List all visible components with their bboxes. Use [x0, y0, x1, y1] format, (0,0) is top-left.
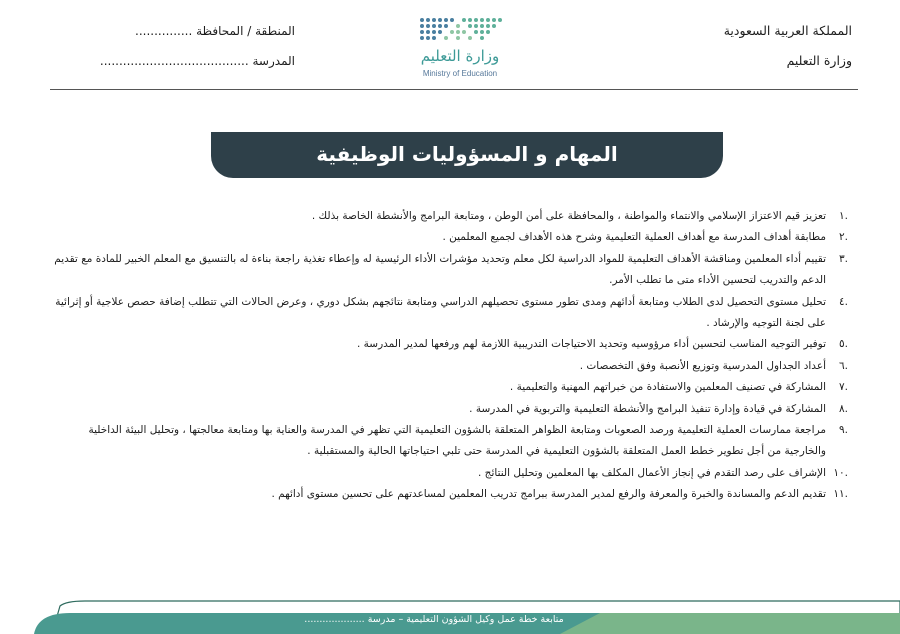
item-number: .٩: [839, 424, 848, 437]
item-number: .٣: [839, 252, 848, 265]
item-number: .٥: [839, 338, 848, 351]
item-text: تعزيز قيم الاعتزاز الإسلامي والانتماء والمواطنة ، والمحافظة على أمن الوطن ، ومتابعة البرامج والأنشطة الخاصة بذلك .: [311, 210, 826, 222]
item-text: مطابقة أهداف المدرسة مع أهداف العملية التعليمية وشرح هذه الأهداف لجميع المعلمين .: [442, 231, 826, 244]
item-number: .٦: [839, 359, 848, 372]
item-number: .١: [839, 210, 848, 222]
list-item: [48, 399, 848, 420]
item-number: .٨: [839, 402, 848, 415]
footer-text: متابعة خطة عمل وكيل الشؤون التعليمية – مدرسة ....................: [304, 614, 564, 625]
list-item: [48, 463, 848, 484]
item-text: أعداد الجداول المدرسية وتوزيع الأنصبة وفق التخصصات .: [579, 359, 826, 372]
item-text: مراجعة ممارسات العملية التعليمية ورصد الصعوبات ومتابعة الظواهر المتعلقة بالشؤون التعليمية التي تظهر في المدرسة والعناية بها ومتابعة معالجتها ، وتحليل البيئة الداخلية والخارجية من أجل تطوير خطط العمل المتعلقة بالشؤون التعليمية في المدرسة حتى تلبي احتياجاتها الحالية والمستقبلية .: [88, 424, 826, 458]
item-number: .١٠: [833, 466, 848, 479]
duties-list: [48, 206, 848, 506]
header-ministry-block: [612, 16, 852, 76]
header-divider: [50, 89, 858, 90]
header-ministry-name: وزارة التعليم: [786, 53, 852, 68]
ministry-logo: [410, 14, 510, 84]
list-item: [48, 420, 848, 463]
item-text: تقييم أداء المعلمين ومناقشة الأهداف التعليمية للمواد الدراسية لكل معلم وتحديد مؤشرات الأداء الرئيسية له وإعطاء تغذية راجعة بناءة له بالتنسيق مع المعلم الخبير للمادة مع تقديم الدعم والتدريب لتحسين الأداء متى ما تطلب الأمر.: [54, 252, 826, 287]
list-item: [48, 292, 848, 335]
logo-dots-icon: [410, 14, 510, 46]
header-school-field: المدرسة .......................................: [99, 54, 295, 68]
item-number: .٤: [839, 295, 848, 308]
item-text: المشاركة في قيادة وإدارة تنفيذ البرامج والأنشطة التعليمية والتربوية في المدرسة .: [469, 402, 826, 415]
item-text: الإشراف على رصد التقدم في إنجاز الأعمال المكلف بها المعلمين وتحليل النتائج .: [478, 466, 826, 479]
list-item: [48, 356, 848, 377]
item-number: .٢: [839, 231, 848, 244]
list-item: [48, 334, 848, 355]
list-item: [48, 206, 848, 227]
header-country-name: المملكة العربية السعودية: [723, 23, 852, 38]
header-school-block: [55, 16, 295, 76]
item-number: .١١: [833, 488, 848, 501]
header-region-field: المنطقة / المحافظة ...............: [135, 24, 295, 38]
logo-english-text: Ministry of Education: [422, 69, 498, 78]
item-text: المشاركة في تصنيف المعلمين والاستفادة من خبراتهم المهنية والتعليمية .: [509, 381, 826, 394]
list-item: [48, 227, 848, 248]
logo-arabic-text: وزارة التعليم: [420, 47, 500, 65]
list-item: [48, 484, 848, 505]
list-item: [48, 377, 848, 398]
item-text: تقديم الدعم والمساندة والخبرة والمعرفة والرفع لمدير المدرسة ببرامج تدريب المعلمين لمساعدتهم على تحسين مستوى أدائهم .: [271, 488, 826, 501]
item-number: .٧: [839, 381, 848, 394]
item-text: تحليل مستوى التحصيل لدى الطلاب ومتابعة أدائهم ومدى تطور مستوى تحصيلهم الدراسي ومتابعة نتائجهم بشكل دوري ، وعرض الحالات التي تتطلب إضافة حصص علاجية أو إثرائية على لجنة التوجيه والإرشاد .: [55, 295, 826, 330]
page-title: المهام و المسؤوليات الوظيفية: [211, 132, 723, 178]
item-text: توفير التوجيه المناسب لتحسين أداء مرؤوسيه وتحديد الاحتياجات التدريبية اللازمة لهم ورفعها لمدير المدرسة .: [357, 338, 826, 351]
list-item: [48, 249, 848, 292]
